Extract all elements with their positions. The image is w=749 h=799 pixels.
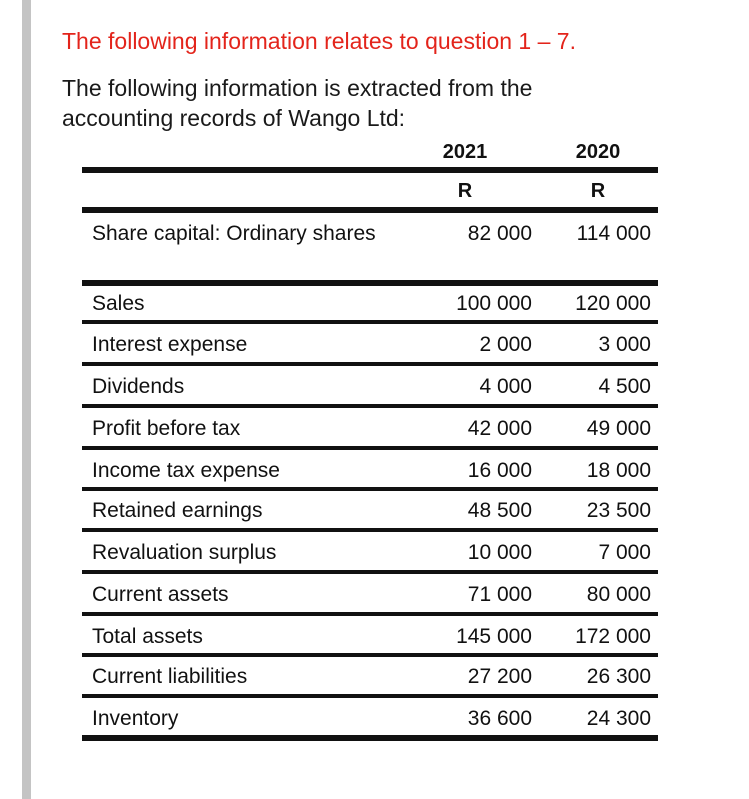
- year-header-2021: 2021: [442, 141, 488, 163]
- table-row-label: Revaluation surplus: [92, 541, 277, 564]
- question-heading: The following information relates to question 1 – 7.: [62, 28, 576, 54]
- year-header-2020: 2020: [575, 141, 621, 163]
- table-row-label: Inventory: [92, 707, 179, 730]
- table-rule: [82, 570, 658, 574]
- table-cell-2020: 24 300: [586, 707, 651, 730]
- table-row-label: Retained earnings: [92, 499, 263, 522]
- table-cell-2020: 120 000: [575, 292, 651, 315]
- currency-header-2020: R: [590, 180, 606, 202]
- table-cell-2021: 2 000: [479, 333, 532, 356]
- table-rule: [82, 653, 658, 657]
- table-cell-2020: 7 000: [598, 541, 651, 564]
- table-cell-2020: 49 000: [586, 417, 651, 440]
- table-cell-2021: 100 000: [456, 292, 532, 315]
- table-rule: [82, 320, 658, 324]
- table-row-label: Total assets: [92, 625, 203, 648]
- table-row-label: Share capital: Ordinary shares: [92, 222, 376, 245]
- table-rule: [82, 404, 658, 408]
- left-border-bar: [22, 0, 31, 799]
- table-row-label: Current liabilities: [92, 665, 248, 688]
- table-rule: [82, 528, 658, 532]
- table-rule: [82, 694, 658, 698]
- table-row-label: Sales: [92, 292, 145, 315]
- table-rule: [82, 280, 658, 286]
- table-rule: [82, 207, 658, 213]
- table-cell-2021: 71 000: [467, 583, 532, 606]
- table-cell-2020: 26 300: [586, 665, 651, 688]
- table-rule: [82, 167, 658, 173]
- table-cell-2021: 145 000: [456, 625, 532, 648]
- table-cell-2021: 82 000: [467, 222, 532, 245]
- table-cell-2020: 23 500: [586, 499, 651, 522]
- table-cell-2021: 48 500: [467, 499, 532, 522]
- table-row-label: Income tax expense: [92, 459, 280, 482]
- table-row-label: Current assets: [92, 583, 229, 606]
- table-cell-2020: 114 000: [576, 222, 651, 245]
- table-cell-2020: 18 000: [586, 459, 651, 482]
- table-rule: [82, 487, 658, 491]
- currency-header-2021: R: [457, 180, 473, 202]
- table-cell-2021: 27 200: [467, 665, 532, 688]
- intro-line-1: The following information is extracted from the: [62, 75, 533, 101]
- table-cell-2021: 4 000: [479, 375, 532, 398]
- table-cell-2021: 16 000: [467, 459, 532, 482]
- table-rule: [82, 446, 658, 450]
- table-rule: [82, 612, 658, 616]
- table-row-label: Dividends: [92, 375, 185, 398]
- table-cell-2021: 36 600: [467, 707, 532, 730]
- intro-line-2: accounting records of Wango Ltd:: [62, 105, 406, 131]
- table-rule: [82, 735, 658, 741]
- table-cell-2021: 10 000: [467, 541, 532, 564]
- table-cell-2020: 80 000: [586, 583, 651, 606]
- table-row-label: Profit before tax: [92, 417, 241, 440]
- table-cell-2020: 3 000: [598, 333, 651, 356]
- intro-text: [62, 73, 532, 133]
- table-row-label: Interest expense: [92, 333, 248, 356]
- table-rule: [82, 362, 658, 366]
- table-cell-2020: 4 500: [598, 375, 651, 398]
- table-cell-2021: 42 000: [467, 417, 532, 440]
- table-cell-2020: 172 000: [575, 625, 651, 648]
